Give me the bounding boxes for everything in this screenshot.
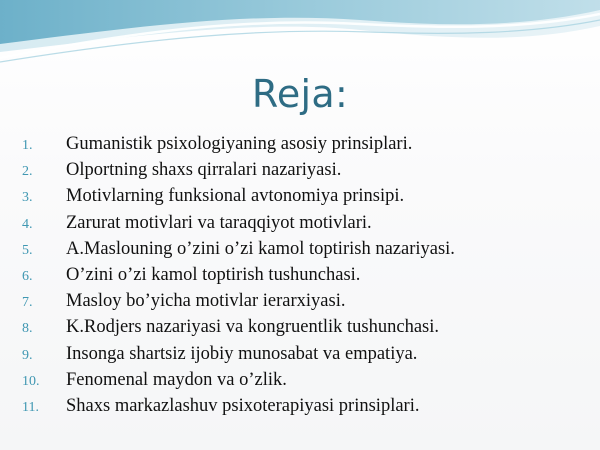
plan-item-number: 4. xyxy=(22,216,33,232)
plan-item-text: Motivlarning funksional avtonomiya prinsipi. xyxy=(66,186,405,207)
plan-item-number: 11. xyxy=(22,399,39,415)
plan-item xyxy=(22,262,455,288)
plan-item xyxy=(22,367,455,393)
plan-item-text: Olportning shaxs qirralari nazariyasi. xyxy=(66,160,342,181)
plan-item-text: K.Rodjers nazariyasi va kongruentlik tushunchasi. xyxy=(66,317,439,338)
plan-item-text: O’zini o’zi kamol toptirish tushunchasi. xyxy=(66,264,361,285)
slide-title: Reja: xyxy=(251,72,349,116)
plan-item-number: 2. xyxy=(22,164,33,180)
plan-list xyxy=(22,131,455,419)
header-wave-decoration xyxy=(0,0,600,80)
plan-item xyxy=(22,131,455,157)
plan-item-number: 10. xyxy=(22,373,40,389)
plan-item xyxy=(22,393,455,419)
plan-item xyxy=(22,314,455,340)
plan-item xyxy=(22,157,455,183)
plan-item-text: Gumanistik psixologiyaning asosiy prinsiplari. xyxy=(66,134,413,154)
plan-item-number: 6. xyxy=(22,268,33,284)
plan-item-text: Masloy bo’yicha motivlar ierarxiyasi. xyxy=(66,291,346,312)
plan-item xyxy=(22,341,455,367)
plan-item-text: Shaxs markazlashuv psixoterapiyasi prinsiplari. xyxy=(66,395,420,416)
plan-item-text: Insonga shartsiz ijobiy munosabat va empatiya. xyxy=(66,343,418,364)
plan-item-number: 3. xyxy=(22,190,33,206)
plan-item-number: 1. xyxy=(22,138,33,153)
plan-item xyxy=(22,210,455,236)
plan-item-number: 5. xyxy=(22,242,33,258)
plan-item-number: 9. xyxy=(22,347,33,363)
plan-item-number: 8. xyxy=(22,321,33,337)
plan-item-text: Fenomenal maydon va o’zlik. xyxy=(66,369,287,390)
plan-item-text: A.Maslouning o’zini o’zi kamol toptirish nazariyasi. xyxy=(66,238,455,259)
plan-item xyxy=(22,183,455,209)
plan-item xyxy=(22,288,455,314)
plan-item-number: 7. xyxy=(22,295,33,311)
plan-item-text: Zarurat motivlari va taraqqiyot motivlari. xyxy=(66,212,372,233)
plan-item xyxy=(22,236,455,262)
